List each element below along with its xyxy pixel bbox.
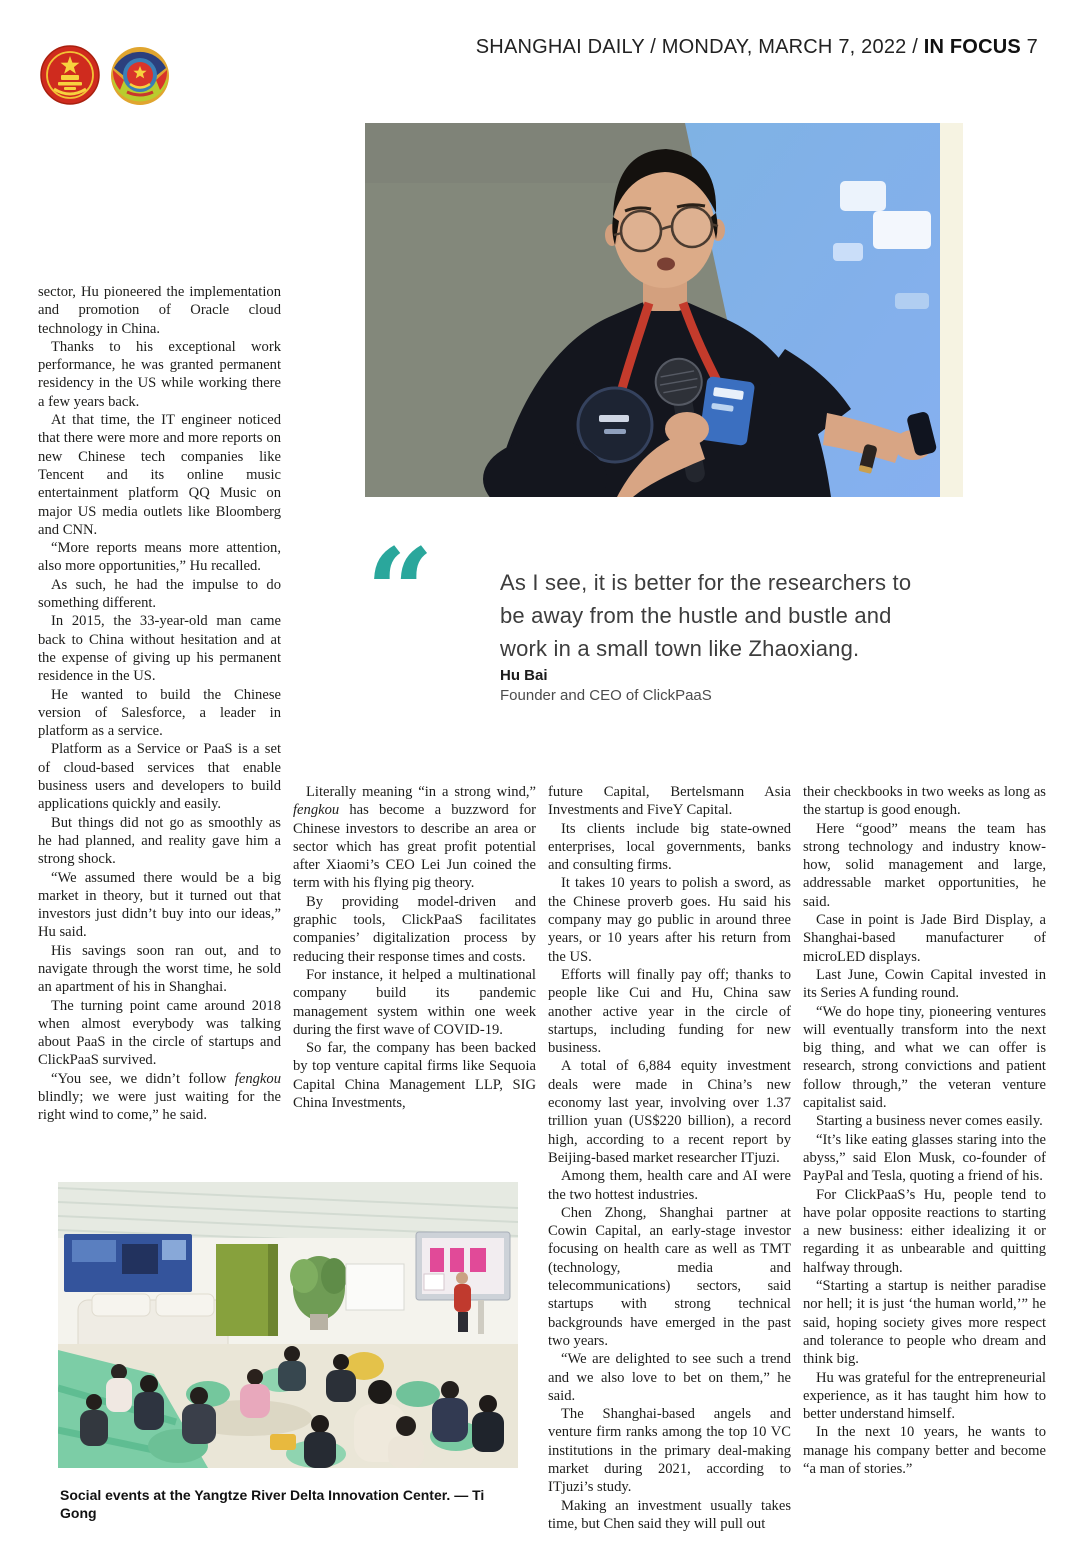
article-paragraph: Hu was grateful for the entrepreneurial experience, as it has taught him how to better understand himself. [803, 1369, 1046, 1423]
article-paragraph: Last June, Cowin Capital invested in its Series A funding round. [803, 966, 1046, 1002]
article-paragraph: By providing model-driven and graphic tools, ClickPaaS facilitates companies’ digitalization process by reducing their response times and costs. [293, 893, 536, 965]
pull-quote-text: As I see, it is better for the researchers to be away from the hustle and bustle and work in a small town like Zhaoxiang. [500, 570, 912, 661]
main-photo-speaker [365, 123, 963, 497]
article-paragraph: The turning point came around 2018 when almost everybody was talking about PaaS in the circle of startups and ClickPaaS survived. [38, 997, 281, 1069]
page-header [476, 36, 1038, 59]
article-paragraph: their checkbooks in two weeks as long as the startup is good enough. [803, 784, 1046, 819]
article-paragraph: A total of 6,884 equity investment deals were made in China’s new economy last year, involving over 1.37 trillion yuan (US$220 billion), a record high, according to a recent report by Beijing-based market researcher ITjuzi. [548, 1058, 791, 1166]
header-section-name: IN FOCUS [923, 36, 1021, 58]
article-paragraph: At that time, the IT engineer noticed that there were more and more reports on new Chinese tech companies like Tencent and its online music entertainment platform QQ Music on major US media outlets like Bloomberg and CNN. [38, 412, 281, 538]
article-paragraph: So far, the company has been backed by top venture capital firms like Sequoia Capital China Management LLP, SIG China Investments, [293, 1040, 536, 1112]
article-paragraph: For instance, it helped a multinational company build its pandemic management system within one week during the first wave of COVID-19. [293, 966, 536, 1038]
article-paragraph: But things did not go as smoothly as he had planned, and reality gave him a strong shock. [38, 814, 281, 868]
article-paragraph: “We assumed there would be a big market in theory, but it turned out that investors just didn’t buy into our ideas,” Hu said. [38, 869, 281, 941]
article-paragraph: “We are delighted to see such a trend and we also love to bet on them,” he said. [548, 1351, 791, 1404]
article-paragraph: Case in point is Jade Bird Display, a Shanghai-based manufacturer of microLED displays. [803, 912, 1046, 965]
article-paragraph: Making an investment usually takes time, but Chen said they will pull out [548, 1497, 791, 1532]
article-column-2 [293, 783, 536, 1163]
article-column-1 [38, 283, 281, 1139]
article-paragraph: Literally meaning “in a strong wind,” fengkou has become a buzzword for Chinese investors to describe an area or sector which has great profit potential after Xiaomi’s CEO Lei Jun coined the term with his flying pig theory. [293, 784, 536, 892]
article-paragraph: Chen Zhong, Shanghai partner at Cowin Capital, an early-stage investor focusing on health care as well as TMT (technology, media and telecommunications) sectors, said startups with strong technical backgrounds have emerged in the past two years. [548, 1204, 791, 1349]
pull-quote-mark-icon: “ [366, 522, 434, 661]
article-paragraph: “We do hope tiny, pioneering ventures will eventually transform into the next big thing, and what we can offer is research, strong convictions and patient follow through,” the veteran venture capitalist said. [803, 1003, 1046, 1112]
article-column-4 [803, 783, 1046, 1541]
article-paragraph: “Starting a startup is neither paradise nor hell; it is just ‘the human world,’” he said, hoping society gives more respect and tolerance to people who dream and think big. [803, 1278, 1046, 1368]
article-paragraph: He wanted to build the Chinese version of Salesforce, a leader in platform as a service. [38, 686, 281, 740]
article-paragraph: Its clients include big state-owned enterprises, local governments, banks and consulting firms. [548, 820, 791, 874]
article-paragraph: His savings soon ran out, and to navigate through the worst time, he sold an apartment of his in Shanghai. [38, 942, 281, 996]
article-paragraph: For ClickPaaS’s Hu, people tend to have polar opposite reactions to starting a new business: either idealizing it or regarding it as unbearable and quitting halfway through. [803, 1186, 1046, 1276]
article-paragraph: Here “good” means the team has strong technology and industry know-how, solid management and large, addressable market opportunities, he said. [803, 820, 1046, 910]
article-paragraph: In the next 10 years, he wants to manage his company better and become “a man of stories.” [803, 1424, 1046, 1477]
bottom-photo-caption: Social events at the Yangtze River Delta Innovation Center. — Ti Gong [60, 1487, 485, 1521]
article-column-3 [548, 783, 791, 1541]
cppcc-emblem-icon [110, 46, 170, 106]
article-paragraph: Efforts will finally pay off; thanks to people like Cui and Hu, China saw another active year in the circle of startups, including funding for new business. [548, 966, 791, 1057]
header-page-number: 7 [1020, 36, 1038, 58]
article-paragraph: “You see, we didn’t follow fengkou blindly; we were just waiting for the right wind to come,” he said. [38, 1070, 281, 1124]
article-paragraph: As such, he had the impulse to do something different. [38, 576, 281, 612]
article-paragraph: Among them, health care and AI were the two hottest industries. [548, 1168, 791, 1203]
article-paragraph: future Capital, Bertelsmann Asia Investments and FiveY Capital. [548, 784, 791, 819]
article-paragraph: In 2015, the 33-year-old man came back to China without hesitation and at the expense of giving up his permanent residence in the US. [38, 613, 281, 685]
pull-quote-author-title: Founder and CEO of ClickPaaS [500, 687, 712, 704]
article-paragraph: The Shanghai-based angels and venture firm ranks among the top 10 VC institutions in the primary deal-making market during 2021, according to ITjuzi’s study. [548, 1406, 791, 1496]
bottom-photo-social-event [58, 1182, 518, 1468]
article-paragraph: It takes 10 years to polish a sword, as the Chinese proverb goes. Hu said his company may go public in around three years, or 10 years after his return from the US. [548, 875, 791, 965]
article-paragraph: “It’s like eating glasses staring into the abyss,” said Elon Musk, co-founder of PayPal and Tesla, quoting a friend of his. [803, 1131, 1046, 1185]
article-paragraph: Platform as a Service or PaaS is a set of cloud-based services that enable business users and developers to build applications quickly and easily. [38, 741, 281, 813]
header-paper-date: SHANGHAI DAILY / MONDAY, MARCH 7, 2022 / [475, 36, 924, 58]
article-paragraph: “More reports means more attention, also more opportunities,” Hu recalled. [38, 540, 281, 575]
article-paragraph: Thanks to his exceptional work performance, he was granted permanent residency in the US while working there a few years back. [38, 338, 281, 410]
pull-quote-author: Hu Bai [500, 667, 548, 684]
article-paragraph: Starting a business never comes easily. [816, 1113, 1043, 1130]
china-national-emblem-icon [40, 45, 100, 105]
article-paragraph: sector, Hu pioneered the implementation and promotion of Oracle cloud technology in China. [38, 284, 281, 337]
